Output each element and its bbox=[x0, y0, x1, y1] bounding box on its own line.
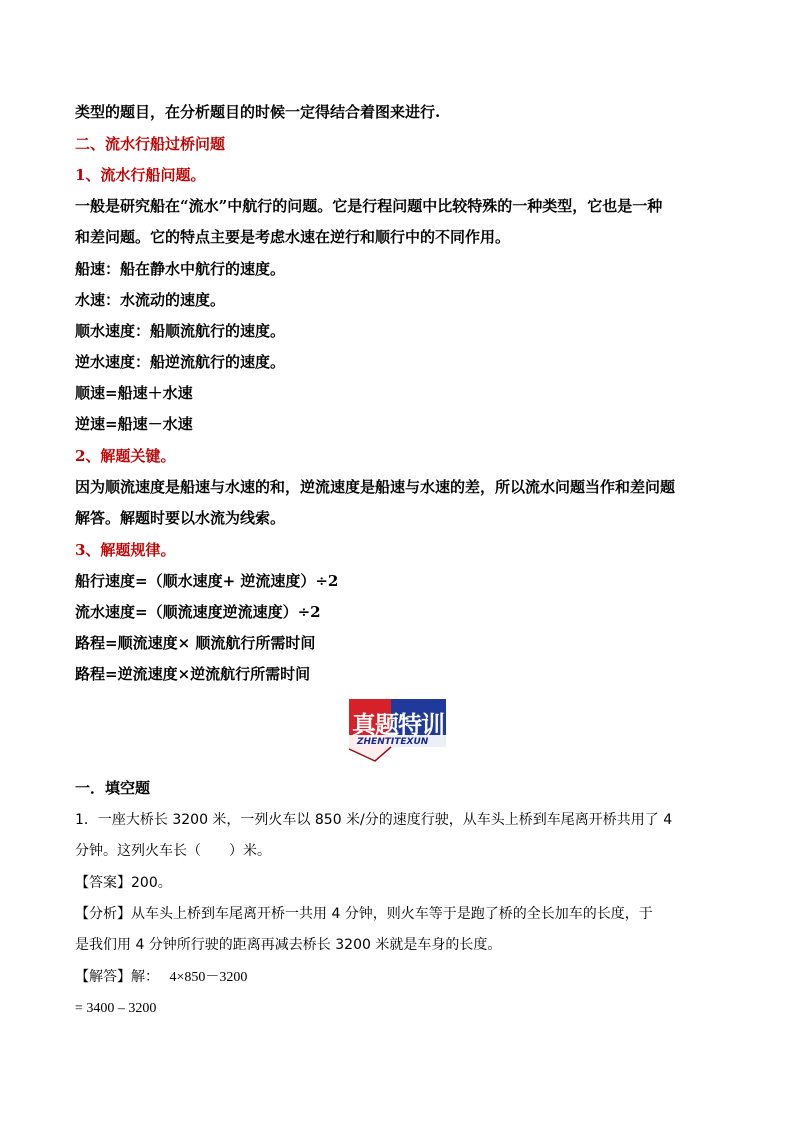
solution-step: = 3400 – 3200 bbox=[75, 1001, 157, 1016]
logo-subtext: ZHENTITEXUN bbox=[357, 737, 429, 747]
formula-distance-downstream: 路程=顺流速度× 顺流航行所需时间 bbox=[75, 634, 316, 652]
definition-upstream-speed: 逆水速度：船逆流航行的速度。 bbox=[75, 353, 286, 371]
logo-char-ti: 题 bbox=[375, 711, 398, 739]
logo-title bbox=[352, 705, 444, 740]
intro-line: 类型的题目，在分析题目的时候一定得结合着图来进行. bbox=[75, 103, 441, 121]
formula-boat-speed: 船行速度=（顺水速度+ 逆流速度）÷2 bbox=[75, 572, 339, 590]
logo-chars-texun: 特训 bbox=[398, 711, 444, 739]
solution-expression: 4×850－3200 bbox=[169, 970, 248, 985]
formula-upstream: 逆速=船速－水速 bbox=[75, 415, 193, 433]
logo-char-zhen: 真 bbox=[352, 711, 375, 739]
subsection-title-rules: 3、解题规律。 bbox=[75, 541, 176, 559]
formula-water-speed: 流水速度=（顺流速度逆流速度）÷2 bbox=[75, 603, 321, 621]
solution-label: 【解答】解： bbox=[75, 969, 159, 985]
subsection-title-key: 2、解题关键。 bbox=[75, 447, 176, 465]
definition-water-speed: 水速：水流动的速度。 bbox=[75, 291, 226, 309]
section-title-flow-bridge: 二、流水行船过桥问题 bbox=[75, 135, 226, 153]
formula-downstream: 顺速=船速＋水速 bbox=[75, 384, 193, 402]
question-1-line: 分钟。这列火车长（ ）米。 bbox=[75, 843, 271, 859]
subsection-title-flow-boat: 1、流水行船问题。 bbox=[75, 166, 206, 184]
paragraph-line: 和差问题。它的特点主要是考虑水速在逆行和顺行中的不同作用。 bbox=[75, 228, 511, 246]
paragraph-line: 因为顺流速度是船速与水速的和，逆流速度是船速与水速的差，所以流水问题当作和差问题 bbox=[75, 478, 676, 496]
formula-distance-upstream: 路程=逆流速度×逆流航行所需时间 bbox=[75, 665, 311, 683]
analysis-line: 是我们用 4 分钟所行驶的距离再减去桥长 3200 米就是车身的长度。 bbox=[75, 937, 502, 953]
definition-boat-speed: 船速：船在静水中航行的速度。 bbox=[75, 260, 286, 278]
question-1-line: 1．一座大桥长 3200 米，一列火车以 850 米/分的速度行驶，从车头上桥到车尾离开桥共用了 4 bbox=[75, 812, 673, 828]
answer-line: 【答案】200。 bbox=[75, 875, 172, 891]
solution-line bbox=[75, 967, 725, 988]
definition-downstream-speed: 顺水速度：船顺流航行的速度。 bbox=[75, 322, 286, 340]
zhenti-texun-logo bbox=[345, 697, 450, 765]
paragraph-line: 一般是研究船在“流水”中航行的问题。它是行程问题中比较特殊的一种类型，它也是一种 bbox=[75, 197, 663, 215]
part-title-fill-blank: 一．填空题 bbox=[75, 779, 151, 797]
paragraph-line: 解答。解题时要以水流为线索。 bbox=[75, 509, 286, 527]
analysis-line: 【分析】从车头上桥到车尾离开桥一共用 4 分钟，则火车等于是跑了桥的全长加车的长度，于 bbox=[75, 906, 653, 922]
